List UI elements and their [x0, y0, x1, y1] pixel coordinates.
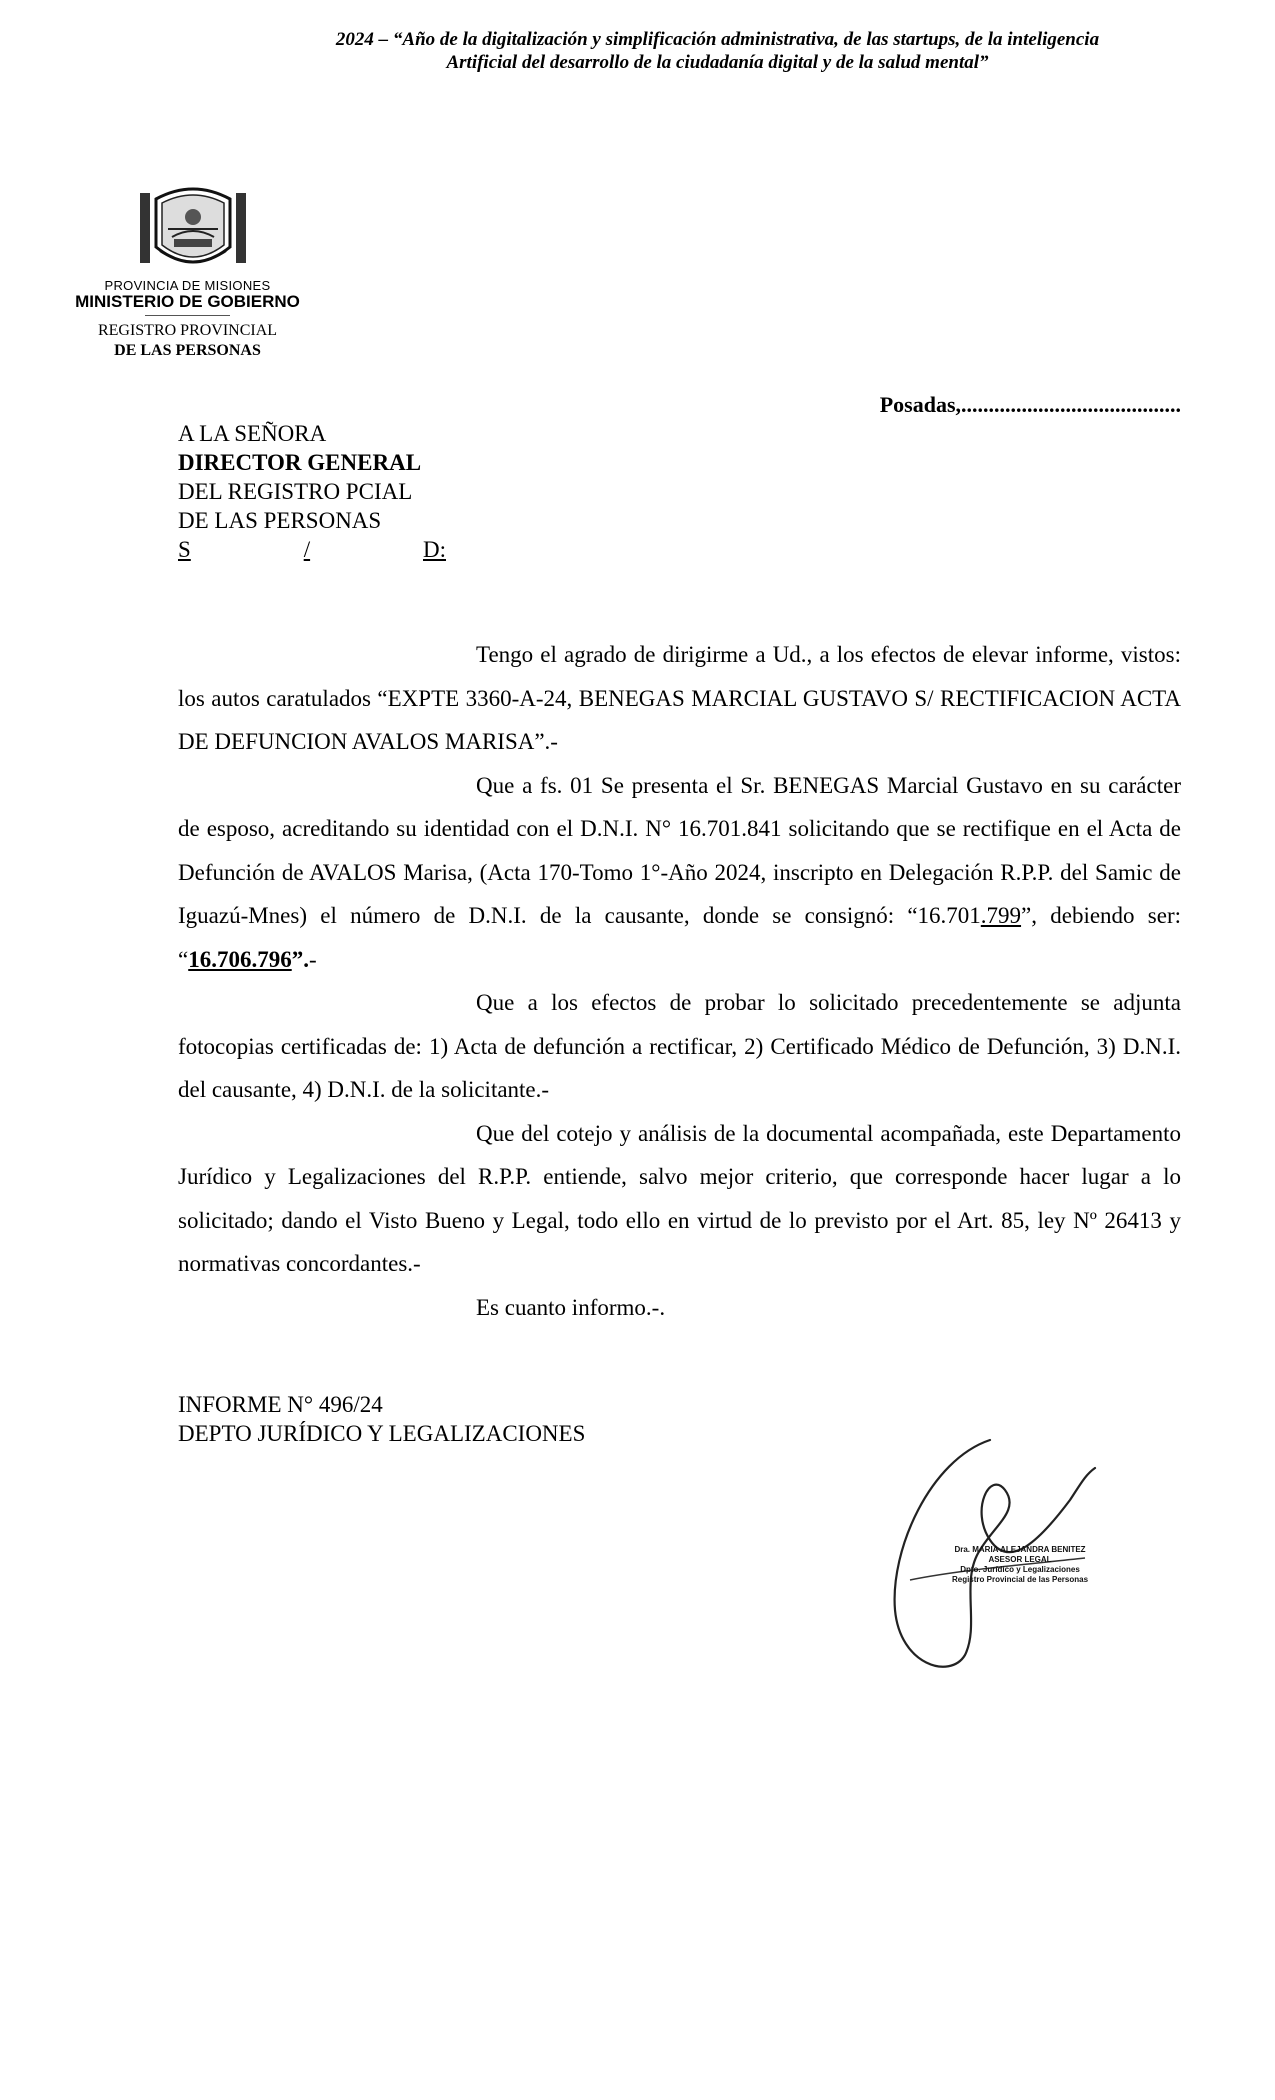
- paragraph-2-connector: ”, debiendo ser: “: [178, 903, 1181, 972]
- correct-dni: 16.706.796: [188, 946, 292, 972]
- paragraph-2: [178, 764, 1181, 982]
- place-date: Posadas,........................................: [879, 392, 1181, 417]
- logo-ministry: MINISTERIO DE GOBIERNO: [75, 292, 300, 311]
- informe-block: [178, 1390, 585, 1448]
- stamp-line-2: ASESOR LEGAL: [988, 1555, 1052, 1564]
- recipient-block: [178, 419, 446, 564]
- informe-department: DEPTO JURÍDICO Y LEGALIZACIONES: [178, 1421, 586, 1446]
- logo-registry-line-1: REGISTRO PROVINCIAL: [97, 322, 278, 339]
- motto-line-2: Artificial del desarrollo de la ciudadanía digital y de la salud mental”: [446, 52, 989, 73]
- recipient-line-4: DE LAS PERSONAS: [178, 508, 382, 533]
- header-motto: [250, 28, 1185, 74]
- stamp-line-1: Dra. MARIA ALEJANDRA BENITEZ: [954, 1545, 1086, 1554]
- wrong-dni-digits: .799: [980, 903, 1022, 928]
- closing-line: Es cuanto informo.-.: [476, 1294, 666, 1320]
- paragraph-3: Que a los efectos de probar lo solicitado precedentemente se adjunta fotocopias certificadas de: 1) Acta de defunción a rectificar, 2) Certificado Médico de Defunción, 3) D.N.I. del causante, 4) D.N.I. de la solicitante.-: [178, 990, 1181, 1102]
- motto-line-1: 2024 – “Año de la digitalización y simplificación administrativa, de las startups, de la inteligencia: [335, 29, 1100, 50]
- recipient-line-1: A LA SEÑORA: [178, 421, 327, 446]
- sd-s: S: [178, 537, 191, 562]
- paragraph-2-text: Que a fs. 01 Se presenta el Sr. BENEGAS Marcial Gustavo en su carácter de esposo, acreditando su identidad con el D.N.I. N° 16.701.841 solicitando que se rectifique en el Acta de Defunción de AVALOS Marisa, (Acta 170-Tomo 1°-Año 2024, inscripto en Delegación R.P.P. del Samic de Iguazú-Mnes) el número de D.N.I. de la causante, donde se consignó: “16.701: [178, 772, 1181, 928]
- report-body: [178, 633, 1181, 1329]
- recipient-line-3: DEL REGISTRO PCIAL: [178, 479, 413, 504]
- paragraph-4: Que del cotejo y análisis de la documental acompañada, este Departamento Jurídico y Legalizaciones del R.P.P. entiende, salvo mejor criterio, que corresponde hacer lugar a lo solicitado; dando el Visto Bueno y Legal, todo ello en virtud de lo previsto por el Art. 85, ley Nº 26413 y normativas concordantes.-: [178, 1120, 1181, 1276]
- provincia-de-misiones-crest-icon: [138, 185, 248, 277]
- logo-province: PROVINCIA DE MISIONES: [104, 278, 271, 293]
- informe-number: INFORME N° 496/24: [178, 1392, 383, 1417]
- paragraph-1: Tengo el agrado de dirigirme a Ud., a los efectos de elevar informe, vistos: los autos caratulados “EXPTE 3360-A-24, BENEGAS MARCIAL GUSTAVO S/ RECTIFICACION ACTA DE DEFUNCION AVALOS MARISA”.-: [178, 642, 1181, 754]
- sd-slash: /: [303, 537, 311, 562]
- logo-divider: [145, 315, 230, 316]
- sd-d: D:: [423, 537, 446, 562]
- stamp-line-3: Dpto. Jurídico y Legalizaciones: [960, 1565, 1080, 1574]
- recipient-sd-line: [178, 535, 446, 564]
- paragraph-2-end: -: [308, 946, 317, 972]
- correct-dni-close-quote: ”.: [291, 946, 309, 972]
- recipient-line-2: DIRECTOR GENERAL: [178, 450, 422, 475]
- legal-advisor-stamp: [925, 1545, 1115, 1585]
- logo-registry-line-2: DE LAS PERSONAS: [114, 342, 261, 359]
- stamp-line-4: Registro Provincial de las Personas: [951, 1575, 1089, 1584]
